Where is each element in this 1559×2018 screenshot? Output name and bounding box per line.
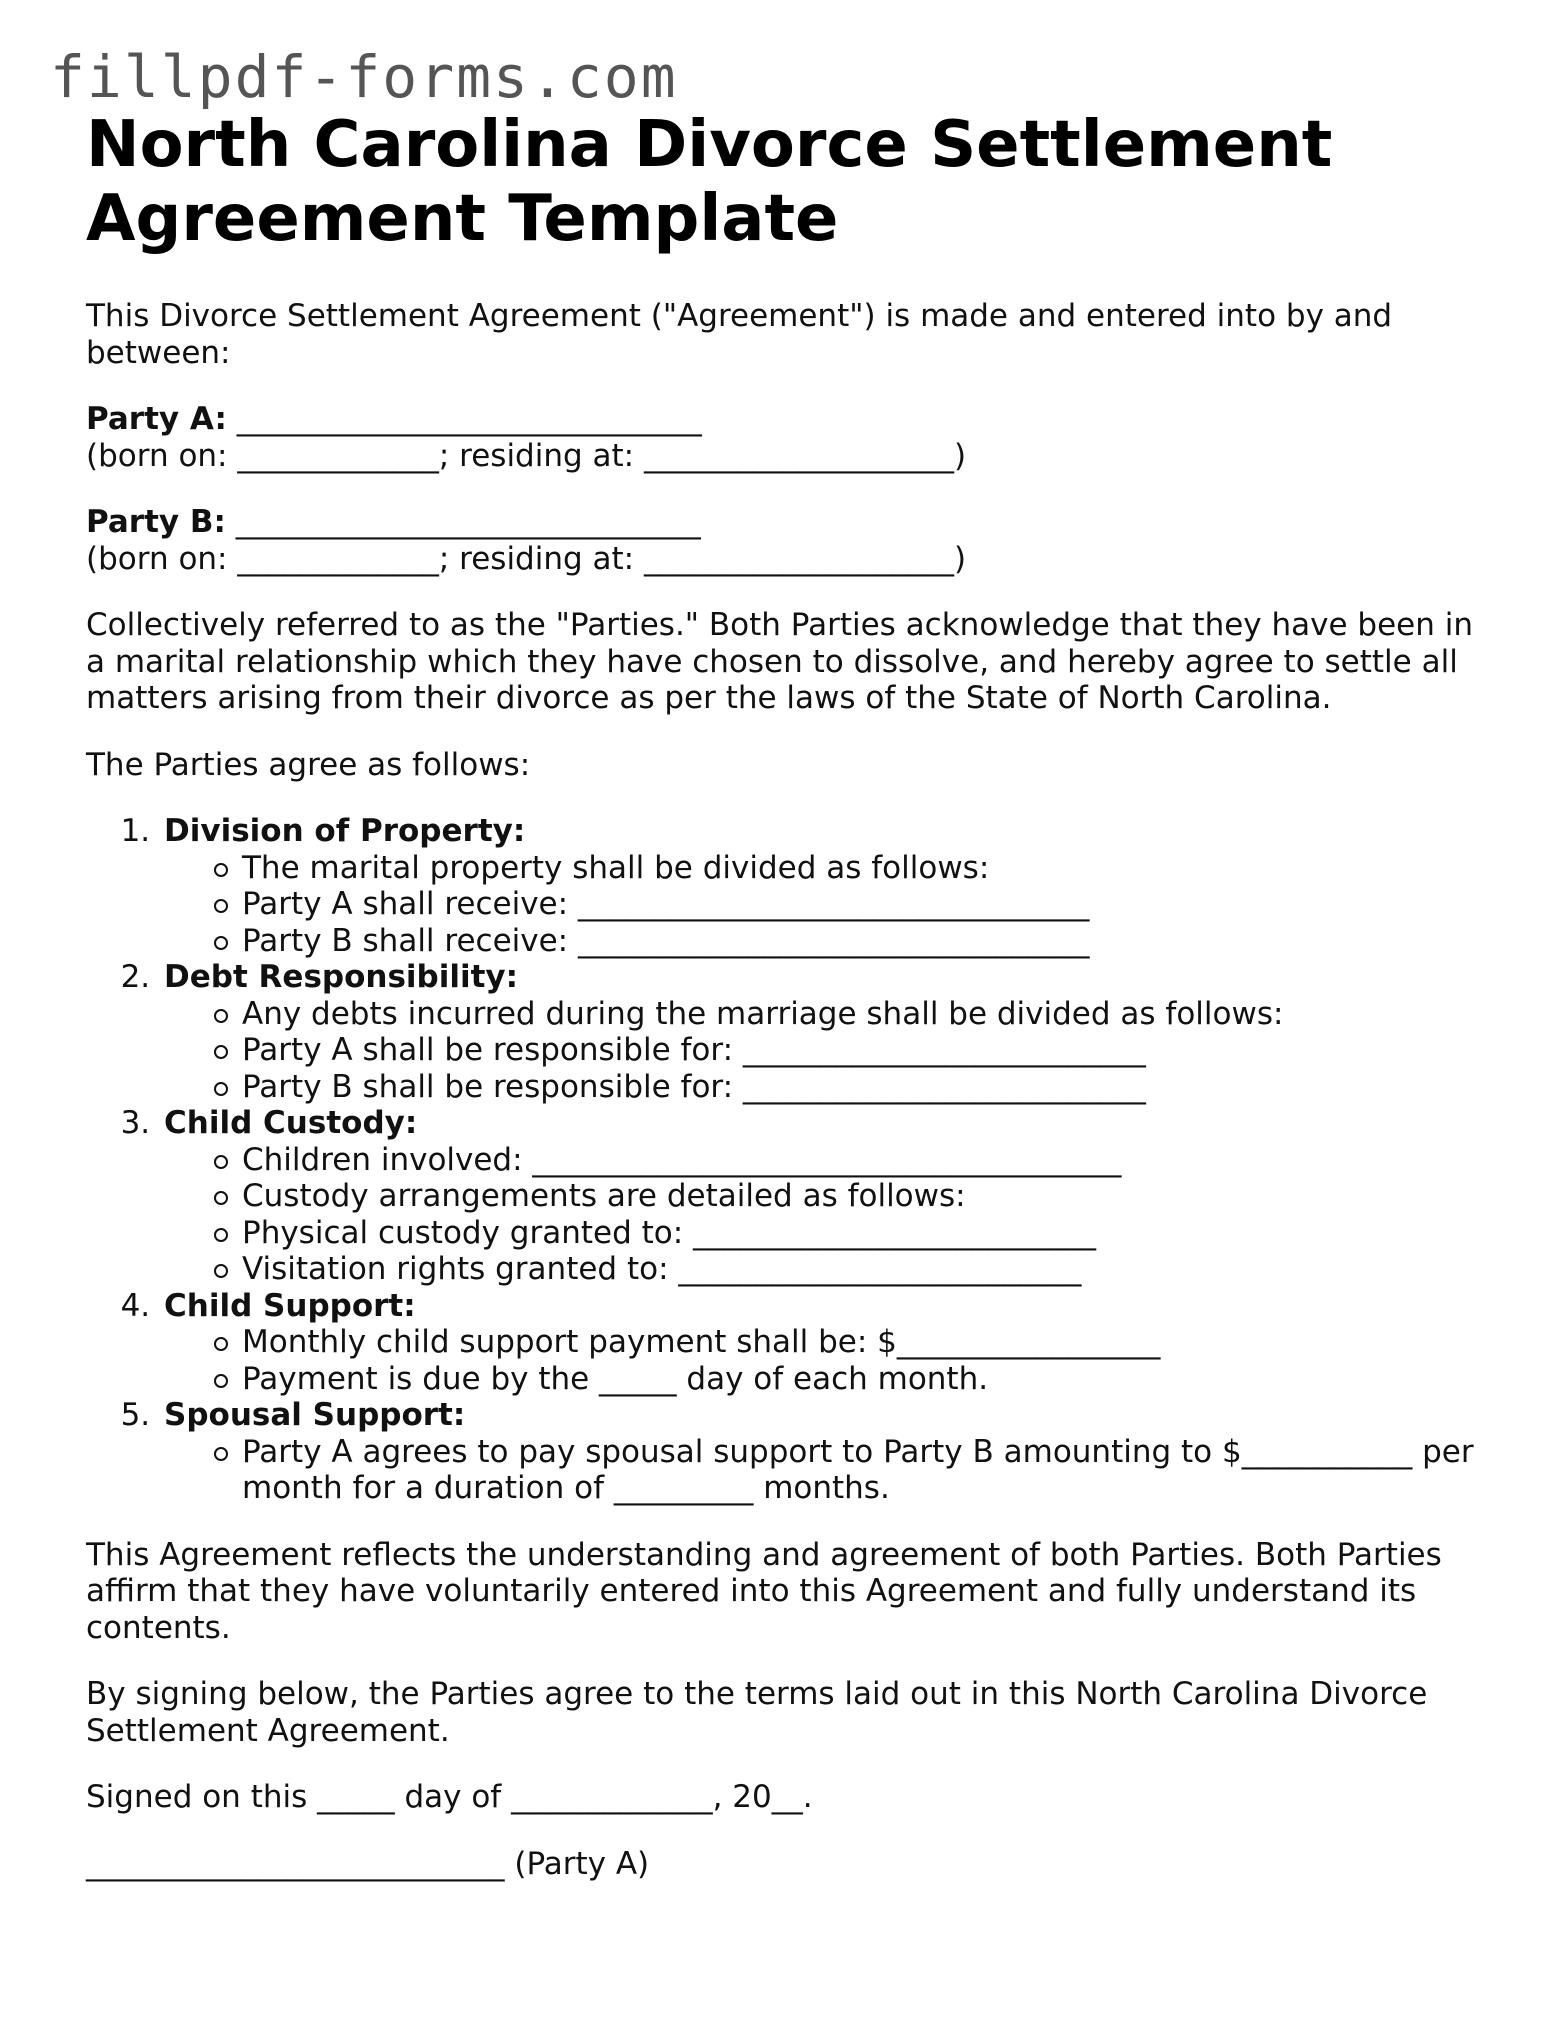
party-a-details: (born on: _____________; residing at: ____________________) xyxy=(86,437,967,474)
document-page xyxy=(86,108,1486,1882)
sub-list xyxy=(164,996,1486,1106)
party-a-name-blank: ______________________________ xyxy=(226,401,702,437)
list-item: Party A shall be responsible for: __________________________ xyxy=(242,1032,1486,1069)
sub-list xyxy=(164,1434,1486,1507)
watermark: fillpdf-forms.com xyxy=(50,43,678,111)
title-line-1: North Carolina Divorce Settlement xyxy=(86,108,1333,182)
party-b-name-blank: ______________________________ xyxy=(225,504,701,540)
party-a-block xyxy=(86,401,1486,474)
list-item: Physical custody granted to: __________________________ xyxy=(242,1215,1486,1252)
signed-on-line: Signed on this _____ day of _____________, 20__. xyxy=(86,1779,813,1815)
sub-list xyxy=(164,1142,1486,1288)
title-line-2: Agreement Template xyxy=(86,182,839,256)
list-item: Custody arrangements are detailed as follows: xyxy=(242,1178,1486,1215)
party-b-details: (born on: _____________; residing at: ____________________) xyxy=(86,540,967,577)
section-heading: Debt Responsibility: xyxy=(164,959,519,995)
terms-list xyxy=(86,813,1486,1507)
list-item: Party B shall receive: _________________________________ xyxy=(242,923,1486,960)
section-heading: Child Custody: xyxy=(164,1105,418,1141)
collective-paragraph: Collectively referred to as the "Parties." Both Parties acknowledge that they have been in a marital relationship which they have chosen to dissolve, and hereby agree to settle all matters arising from their divorce as per the laws of the State of North Carolina. xyxy=(86,607,1473,716)
list-item: Party A shall receive: _________________________________ xyxy=(242,886,1486,923)
section-debt-responsibility xyxy=(160,959,1486,1105)
signature-line-party-a: ___________________________ (Party A) xyxy=(86,1845,650,1882)
section-heading: Division of Property: xyxy=(164,813,526,849)
reflects-paragraph: This Agreement reflects the understanding and agreement of both Parties. Both Parties affirm that they have voluntarily entered into this Agreement and fully understand its contents. xyxy=(86,1536,1442,1646)
sub-list xyxy=(164,1324,1486,1397)
list-item: Children involved: ______________________________________ xyxy=(242,1142,1486,1179)
section-child-support xyxy=(160,1288,1486,1398)
section-spousal-support xyxy=(160,1397,1486,1507)
section-division-of-property xyxy=(160,813,1486,959)
intro-paragraph: This Divorce Settlement Agreement ("Agreement") is made and entered into by and between: xyxy=(86,298,1393,371)
party-a-label: Party A: xyxy=(86,401,227,437)
list-item: Party B shall be responsible for: __________________________ xyxy=(242,1069,1486,1106)
list-item: Payment is due by the _____ day of each month. xyxy=(242,1361,1486,1398)
section-heading: Child Support: xyxy=(164,1287,416,1324)
section-heading: Spousal Support: xyxy=(164,1397,466,1433)
signing-paragraph: By signing below, the Parties agree to the terms laid out in this North Carolina Divorce Settlement Agreement. xyxy=(86,1676,1428,1749)
party-b-label: Party B: xyxy=(86,504,226,540)
document-title xyxy=(86,108,1486,256)
list-item: Monthly child support payment shall be: $_________________ xyxy=(242,1324,1486,1361)
sub-list xyxy=(164,850,1486,960)
party-b-block xyxy=(86,504,1486,577)
agree-intro: The Parties agree as follows: xyxy=(86,746,531,783)
list-item: The marital property shall be divided as follows: xyxy=(242,850,1486,887)
section-child-custody xyxy=(160,1105,1486,1288)
list-item: Any debts incurred during the marriage shall be divided as follows: xyxy=(242,996,1486,1033)
list-item: Party A agrees to pay spousal support to Party B amounting to $___________ per month for a duration of _________ months. xyxy=(242,1434,1486,1507)
list-item: Visitation rights granted to: __________________________ xyxy=(242,1251,1486,1288)
